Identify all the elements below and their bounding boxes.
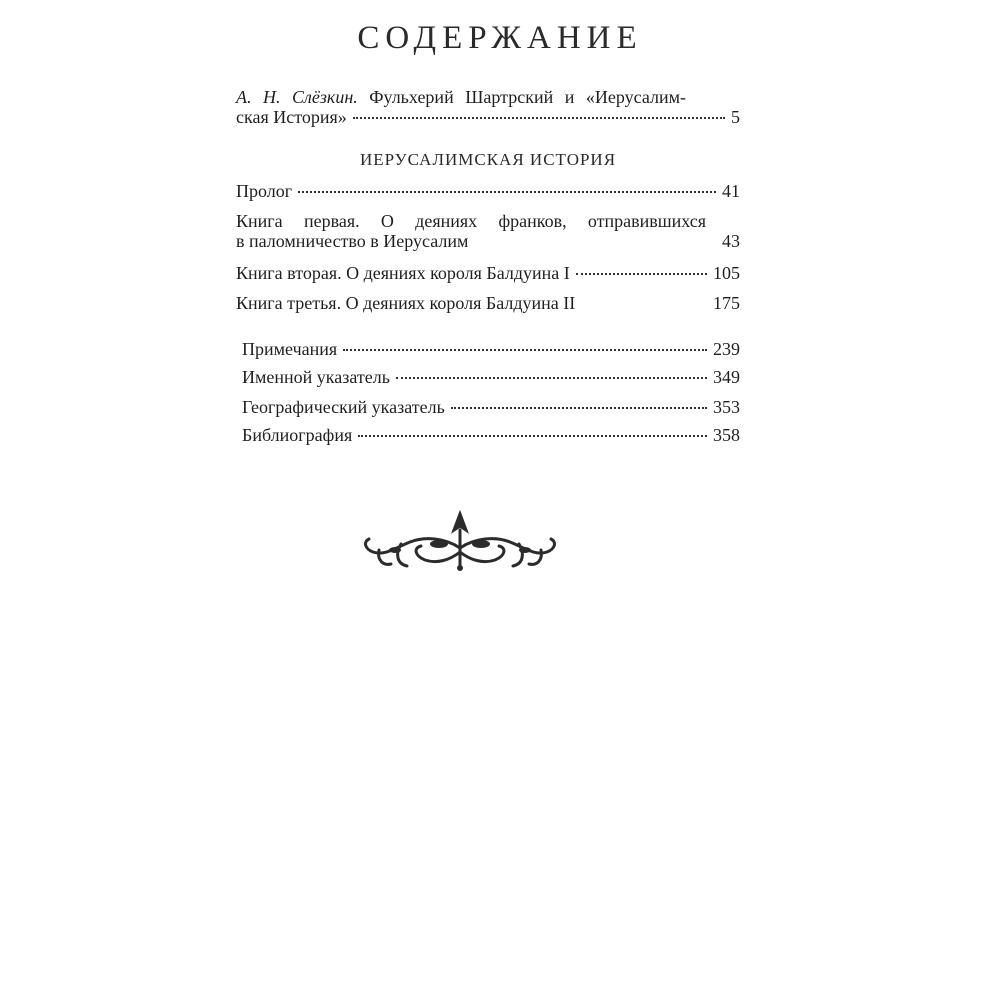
toc-page-number: 5 — [731, 107, 740, 127]
toc-intro-title-part2: ская История» — [236, 107, 347, 127]
toc-entry-bibliography[interactable] — [242, 424, 740, 446]
toc-entry-book3[interactable] — [236, 292, 740, 314]
toc-entry-book1-line1: Книга первая. О деяниях франков, отправившихся — [236, 211, 706, 231]
leader-dots — [581, 303, 707, 305]
toc-entry-book2[interactable] — [236, 262, 740, 284]
section-title: ИЕРУСАЛИМСКАЯ ИСТОРИЯ — [359, 150, 617, 169]
toc-entry-label: Книга третья. О деяниях короля Балдуина II — [236, 293, 576, 313]
leader-dots — [474, 241, 716, 243]
toc-page-number: 353 — [713, 397, 740, 417]
toc-entry-label: Пролог — [236, 181, 293, 201]
toc-entry-book1[interactable] — [236, 230, 740, 252]
toc-page-number: 41 — [722, 181, 740, 201]
toc-entry-label: Библиография — [242, 425, 353, 445]
leader-dots — [298, 191, 716, 193]
toc-entry-geo-index[interactable] — [242, 396, 740, 418]
toc-intro-line1 — [236, 86, 686, 108]
leader-dots — [343, 349, 707, 351]
toc-entry-label: Именной указатель — [242, 367, 390, 387]
leader-dots — [451, 407, 707, 409]
toc-entry-notes[interactable] — [242, 338, 740, 360]
ornament-icon — [355, 508, 565, 574]
toc-intro-author: А. Н. Слёзкин. — [236, 87, 358, 107]
toc-page-number: 349 — [713, 367, 740, 387]
leader-dots — [396, 377, 707, 379]
leader-dots — [576, 273, 707, 275]
leader-dots — [358, 435, 707, 437]
toc-intro-line2[interactable] — [236, 106, 740, 128]
toc-entry-label: в паломничество в Иерусалим — [236, 231, 469, 251]
toc-page-number: 105 — [713, 263, 740, 283]
toc-entry-label: Примечания — [242, 339, 338, 359]
toc-page-number: 43 — [722, 231, 740, 251]
leader-dots — [353, 117, 725, 119]
toc-page-number: 175 — [713, 293, 740, 313]
toc-entry-prolog[interactable] — [236, 180, 740, 202]
toc-entry-name-index[interactable] — [242, 366, 740, 388]
toc-entry-label: Географический указатель — [242, 397, 445, 417]
toc-entry-label: Книга вторая. О деяниях короля Балдуина I — [236, 263, 570, 283]
toc-page-number: 358 — [713, 425, 740, 445]
toc-page-number: 239 — [713, 339, 740, 359]
toc-intro-title-part1: Фульхерий Шартрский и «Иерусалим- — [357, 87, 686, 107]
page-title: СОДЕРЖАНИЕ — [357, 20, 643, 56]
